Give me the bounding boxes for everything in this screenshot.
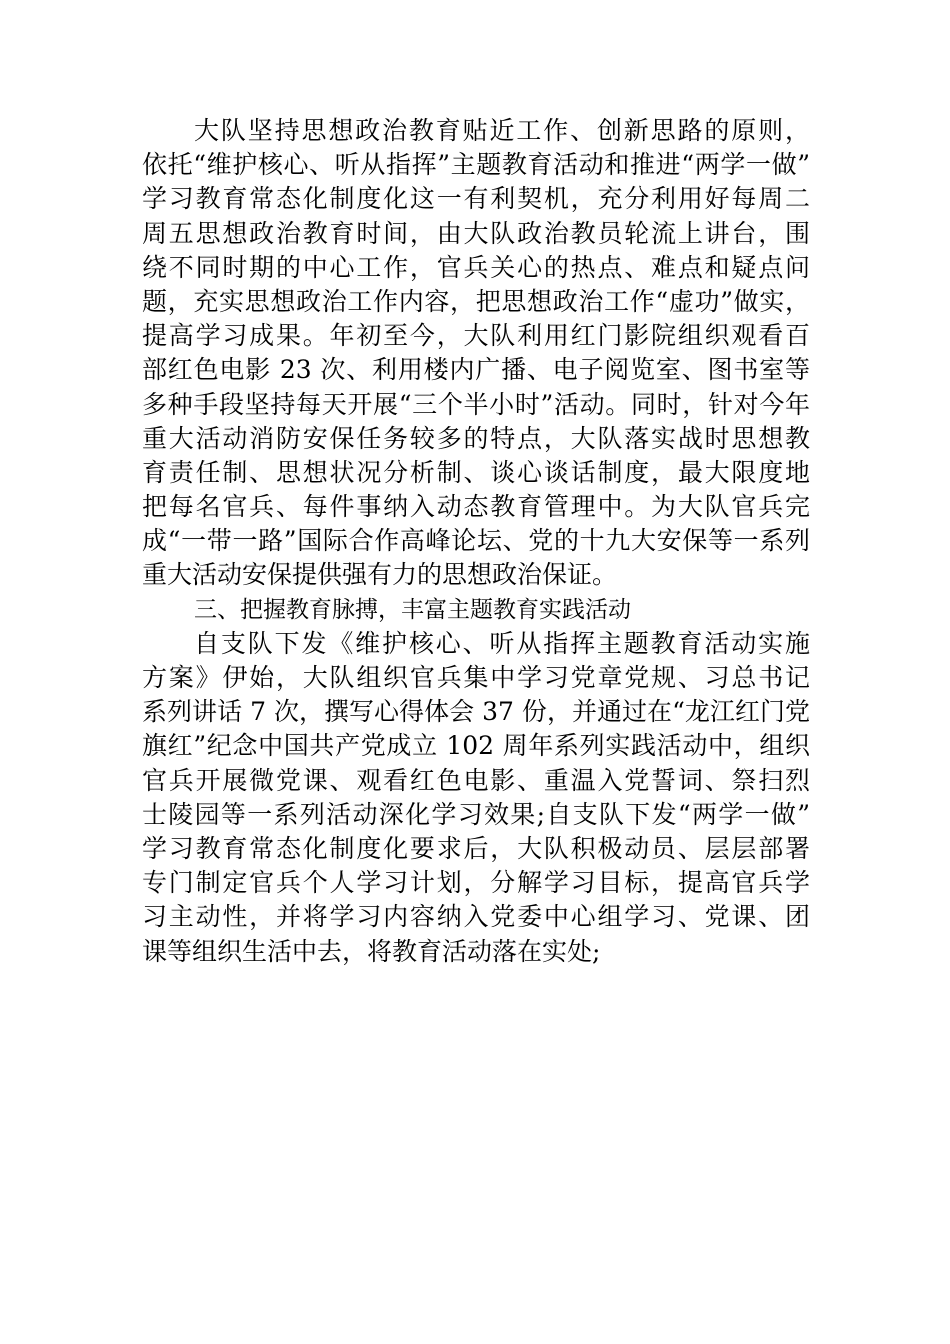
paragraph-line: 多种手段坚持每天开展“三个半小时”活动。同时，针对今年 [142,389,810,419]
paragraph-line: 士陵园等一系列活动深化学习效果;自支队下发“两学一做” [142,799,810,829]
paragraph-line: 习主动性，并将学习内容纳入党委中心组学习、党课、团 [142,902,810,932]
paragraph-line: 部红色电影 23 次、利用楼内广播、电子阅览室、图书室等 [142,355,810,385]
paragraph-line: 课等组织生活中去，将教育活动落在实处; [142,936,601,966]
paragraph-line: 周五思想政治教育时间，由大队政治教员轮流上讲台，围 [142,218,810,248]
paragraph-line: 重大活动消防安保任务较多的特点，大队落实战时思想教 [142,423,810,453]
paragraph-theme-education-practice [142,627,810,969]
paragraph-line: 大队坚持思想政治教育贴近工作、创新思路的原则， [194,116,810,145]
section-heading: 三、把握教育脉搏，丰富主题教育实践活动 [194,596,631,623]
paragraph-line: 提高学习成果。年初至今，大队利用红门影院组织观看百 [142,321,810,351]
paragraph-line: 题，充实思想政治工作内容，把思想政治工作“虚功”做实， [142,286,810,316]
paragraph-line: 官兵开展微党课、观看红色电影、重温入党誓词、祭扫烈 [142,765,810,795]
paragraph-line: 把每名官兵、每件事纳入动态教育管理中。为大队官兵完 [142,492,810,522]
paragraph-line: 旗红”纪念中国共产党成立 102 周年系列实践活动中，组织 [142,731,810,761]
paragraph-line: 成“一带一路”国际合作高峰论坛、党的十九大安保等一系列 [142,526,810,556]
paragraph-ideological-education [142,114,810,593]
paragraph-line: 育责任制、思想状况分析制、谈心谈话制度，最大限度地 [142,457,810,487]
paragraph-line: 依托“维护核心、听从指挥”主题教育活动和推进“两学一做” [142,150,810,180]
paragraph-line: 方案》伊始，大队组织官兵集中学习党章党规、习总书记 [142,663,810,692]
paragraph-line: 专门制定官兵个人学习计划，分解学习目标，提高官兵学 [142,868,810,898]
document-body [142,114,810,969]
paragraph-line: 绕不同时期的中心工作，官兵关心的热点、难点和疑点问 [142,252,810,282]
paragraph-line: 重大活动安保提供强有力的思想政治保证。 [142,560,618,590]
paragraph-line: 自支队下发《维护核心、听从指挥主题教育活动实施 [194,628,810,658]
paragraph-line: 学习教育常态化制度化要求后，大队积极动员、层层部署 [142,833,810,863]
paragraph-line: 系列讲话 7 次，撰写心得体会 37 份，并通过在“龙江红门党 [142,697,810,727]
paragraph-line: 学习教育常态化制度化这一有利契机，充分利用好每周二 [142,184,810,214]
